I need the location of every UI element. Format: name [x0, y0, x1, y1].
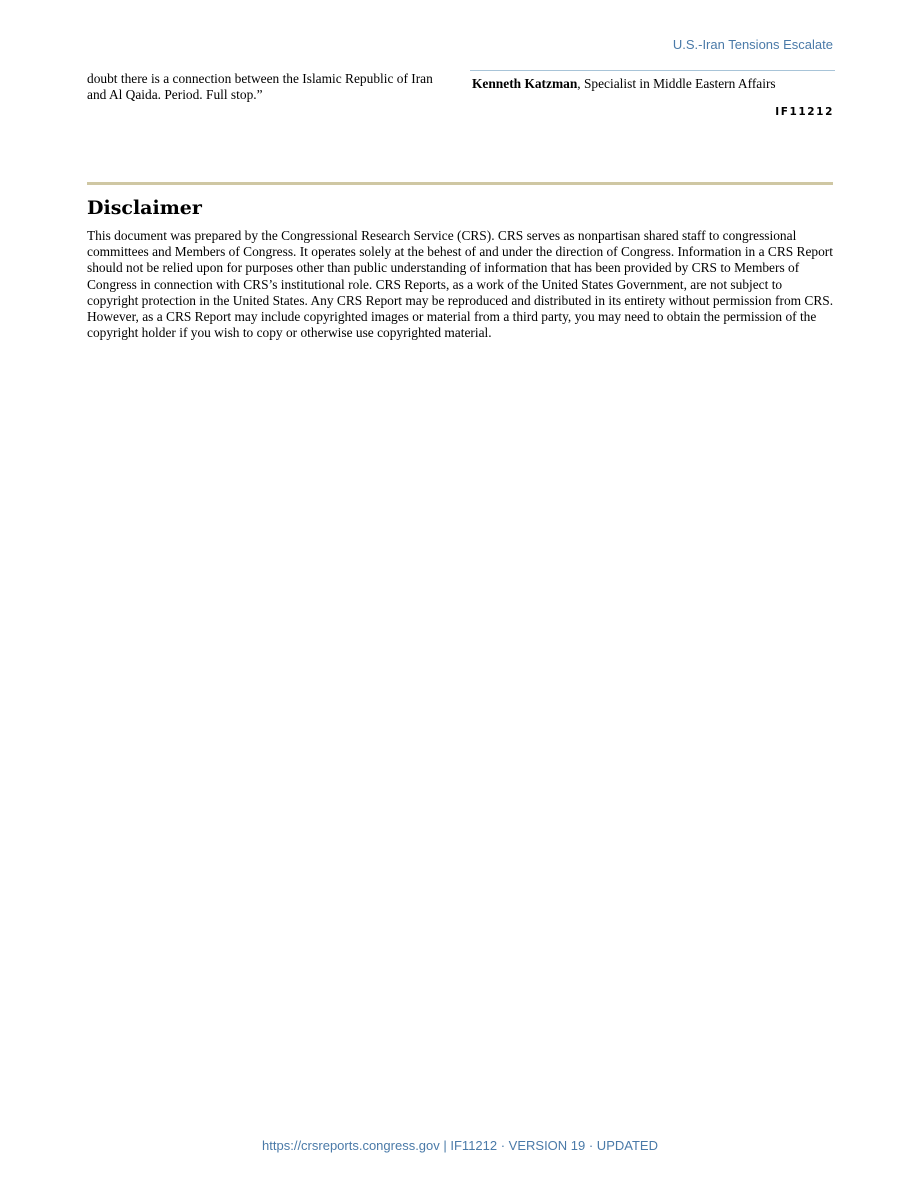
body-text-continuation: doubt there is a connection between the Islamic Republic of Iran and Al Qaida. Period. Full stop.”: [87, 71, 433, 103]
report-code: IF11212: [775, 106, 834, 118]
author-separator: ,: [577, 76, 584, 91]
author-name: Kenneth Katzman: [472, 76, 578, 91]
author-divider: [470, 70, 835, 71]
disclaimer-divider: [87, 182, 833, 185]
author-title: Specialist in Middle Eastern Affairs: [583, 76, 776, 91]
running-header-title: U.S.-Iran Tensions Escalate: [672, 37, 833, 52]
author-credit: [472, 76, 776, 92]
footer-link[interactable]: https://crsreports.congress.gov | IF11212 · VERSION 19 · UPDATED: [262, 1138, 658, 1153]
disclaimer-text: This document was prepared by the Congressional Research Service (CRS). CRS serves as nonpartisan shared staff to congressional committees and Members of Congress. It operates solely at the behest of and under the direction of Congress. Information in a CRS Report should not be relied upon for purposes other than public understanding of information that has been provided by CRS to Members of Congress in connection with CRS’s institutional role. CRS Reports, as a work of the United States Government, are not subject to copyright protection in the United States. Any CRS Report may be reproduced and distributed in its entirety without permission from CRS. However, as a CRS Report may include copyrighted images or material from a third party, you may need to obtain the permission of the copyright holder if you wish to copy or otherwise use copyrighted material.: [87, 228, 834, 341]
disclaimer-heading: Disclaimer: [87, 197, 202, 219]
